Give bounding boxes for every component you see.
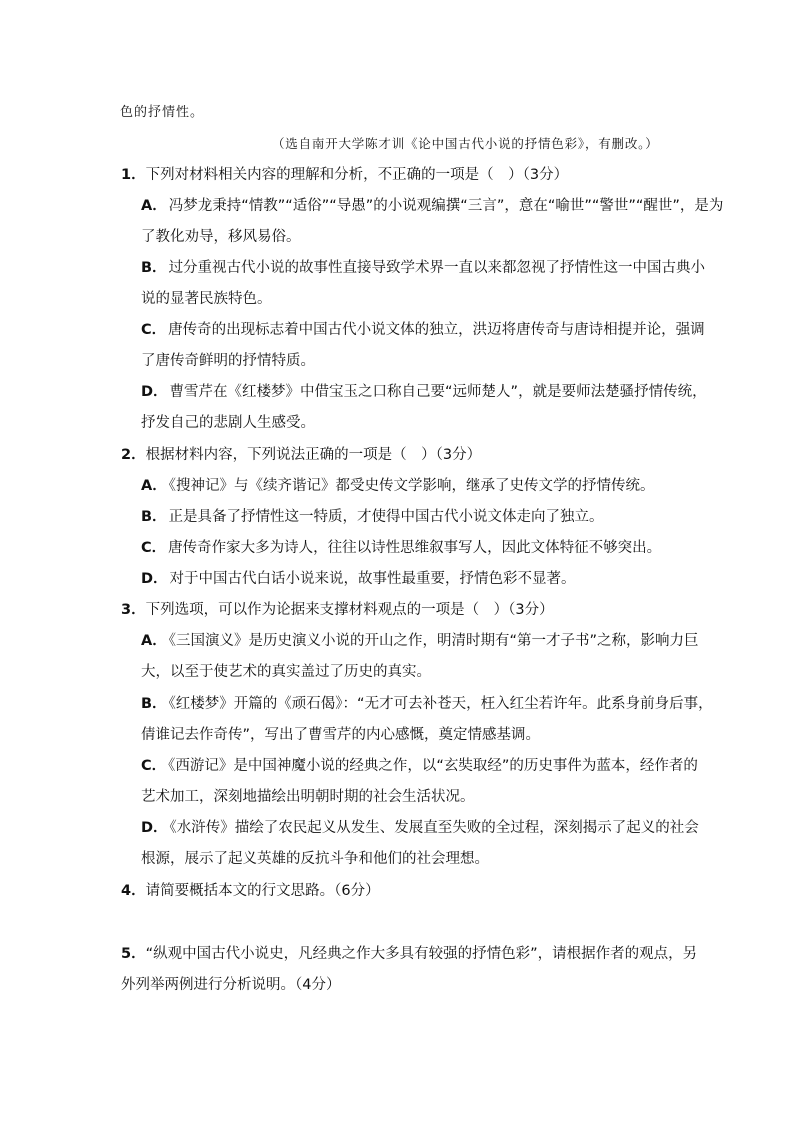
q2-option-a <box>141 476 654 496</box>
question-3-stem <box>121 600 554 620</box>
option-letter: C． <box>141 322 167 338</box>
q2-option-d <box>141 569 576 589</box>
option-text: 唐传奇的出现标志着中国古代小说文体的独立，洪迈将唐传奇与唐诗相提并论，强调 <box>168 322 705 338</box>
q3-option-c <box>141 756 698 776</box>
q1-option-d-cont: 抒发自己的悲剧人生感受。 <box>141 415 315 431</box>
question-number: 1． <box>121 167 146 183</box>
option-letter: D． <box>141 384 168 400</box>
question-1-stem <box>121 165 568 185</box>
option-letter: A． <box>141 633 167 649</box>
q2-option-c <box>141 538 661 558</box>
option-text: 曹雪芹在《红楼梦》中借宝玉之口称自己要“远师楚人”，就是要师法楚骚抒情传统， <box>169 384 707 400</box>
option-letter: C． <box>141 758 167 774</box>
option-letter: D． <box>141 571 168 587</box>
option-letter: D． <box>141 820 168 836</box>
question-5-stem-cont: 外列举两例进行分析说明。（4分） <box>121 977 341 993</box>
question-2-stem <box>121 445 481 465</box>
option-text: 《水浒传》描绘了农民起义从发生、发展直至失败的全过程，深刻揭示了起义的社会 <box>169 820 699 836</box>
option-letter: B． <box>141 260 167 276</box>
q1-option-a-cont: 了教化劝导，移风易俗。 <box>141 229 301 245</box>
q3-option-d <box>141 818 699 838</box>
option-letter: B． <box>141 696 167 712</box>
question-5-stem <box>121 944 697 964</box>
option-text: 过分重视古代小说的故事性直接导致学术界一直以来都忽视了抒情性这一中国古典小 <box>168 260 706 276</box>
question-text: “纵观中国古代小说史，凡经典之作大多具有较强的抒情色彩”，请根据作者的观点，另 <box>145 946 698 962</box>
passage-tail: 色的抒情性。 <box>120 105 205 120</box>
option-letter: A． <box>141 198 167 214</box>
q1-option-b-cont: 说的显著民族特色。 <box>141 291 272 307</box>
q1-option-b <box>141 258 705 278</box>
q1-option-a <box>141 196 723 216</box>
q1-option-c <box>141 320 705 340</box>
question-number: 2． <box>121 447 146 463</box>
option-letter: B． <box>141 509 167 525</box>
q3-option-a <box>141 631 699 651</box>
option-text: 正是具备了抒情性这一特质，才使得中国古代小说文体走向了独立。 <box>168 509 604 525</box>
question-4-stem <box>121 881 380 901</box>
question-number: 4． <box>121 883 146 899</box>
q1-option-c-cont: 了唐传奇鲜明的抒情特质。 <box>141 353 315 369</box>
source-note: （选自南开大学陈才训《论中国古代小说的抒情色彩》，有删改。） <box>272 136 659 151</box>
option-letter: C． <box>141 540 167 556</box>
question-text: 下列对材料相关内容的理解和分析，不正确的一项是（ ）（3分） <box>145 167 569 183</box>
option-text: 《三国演义》是历史演义小说的开山之作，明清时期有“第一才子书”之称，影响力巨 <box>168 633 699 649</box>
option-text: 《西游记》是中国神魔小说的经典之作，以“玄奘取经”的历史事件为蓝本，经作者的 <box>168 758 698 774</box>
q3-option-d-cont: 根源，展示了起义英雄的反抗斗争和他们的社会理想。 <box>141 851 489 867</box>
q2-option-b <box>141 507 604 527</box>
option-text: 《搜神记》与《续齐谐记》都受史传文学影响，继承了史传文学的抒情传统。 <box>168 478 655 494</box>
option-text: 对于中国古代白话小说来说，故事性最重要，抒情色彩不显著。 <box>169 571 576 587</box>
option-text: 《红楼梦》开篇的《顽石偈》：“无才可去补苍天，枉入红尘若许年。此系身前身后事， <box>168 696 713 712</box>
q3-option-c-cont: 艺术加工，深刻地描绘出明朝时期的社会生活状况。 <box>141 789 475 805</box>
question-number: 5． <box>121 946 146 962</box>
question-number: 3． <box>121 602 146 618</box>
q3-option-b <box>141 694 713 714</box>
question-text: 请简要概括本文的行文思路。（6分） <box>145 883 380 899</box>
q3-option-b-cont: 倩谁记去作奇传”，写出了曹雪芹的内心感慨，奠定情感基调。 <box>141 727 541 743</box>
option-letter: A． <box>141 478 167 494</box>
option-text: 唐传奇作家大多为诗人，往往以诗性思维叙事写人，因此文体特征不够突出。 <box>168 540 662 556</box>
q3-option-a-cont: 大，以至于使艺术的真实盖过了历史的真实。 <box>141 664 431 680</box>
question-text: 根据材料内容，下列说法正确的一项是（ ）（3分） <box>145 447 482 463</box>
question-text: 下列选项，可以作为论据来支撑材料观点的一项是（ ）（3分） <box>145 602 554 618</box>
q1-option-d <box>141 382 707 402</box>
option-text: 冯梦龙秉持“情教”“适俗”“导愚”的小说观编撰“三言”，意在“喻世”“警世”“醒世”，是为 <box>168 198 724 214</box>
